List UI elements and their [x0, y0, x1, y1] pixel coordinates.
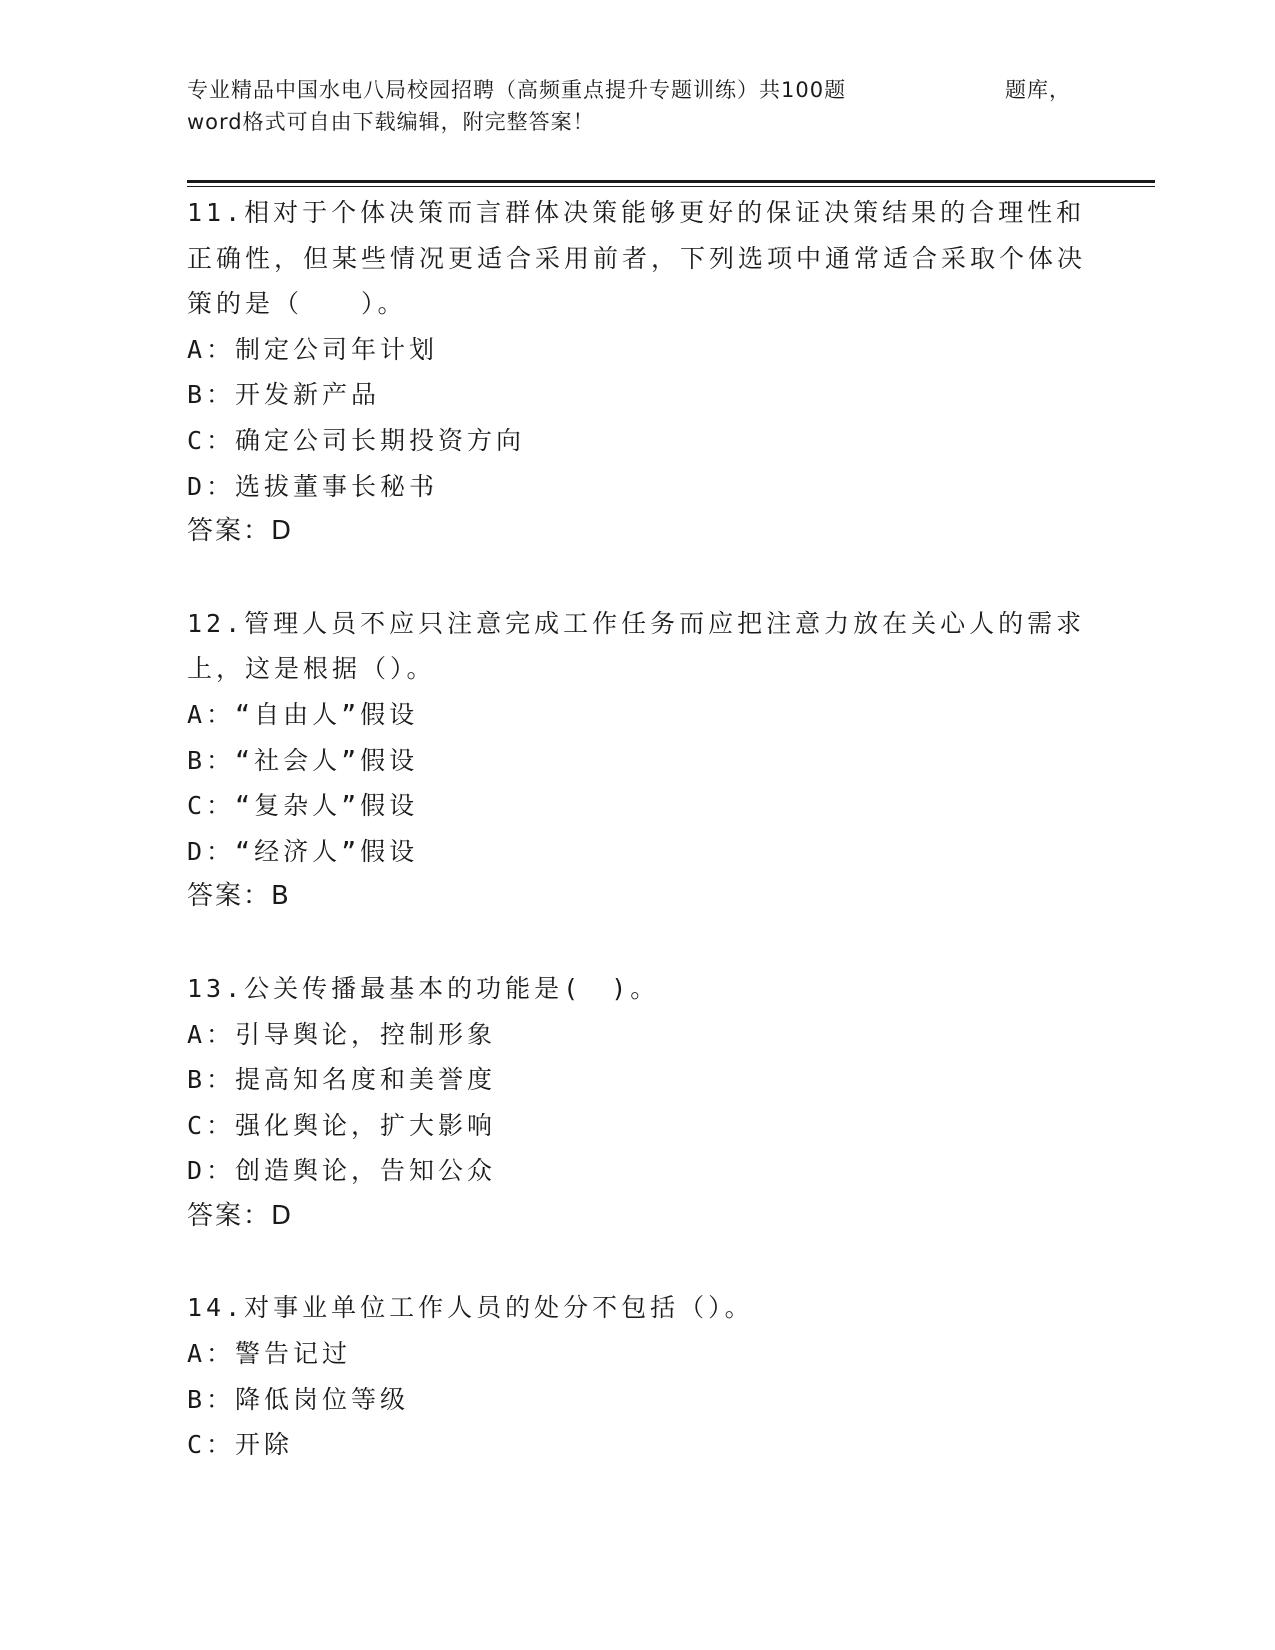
header-divider-thick: [187, 180, 1155, 183]
header-divider-thin: [187, 186, 1155, 187]
page-header: [187, 74, 1087, 138]
question-14: [187, 1285, 1087, 1467]
option-b: B：降低岗位等级: [187, 1384, 410, 1414]
question-13: [187, 966, 1087, 1240]
option-d: D：创造舆论，告知公众: [187, 1156, 497, 1186]
answer: 答案：D: [187, 516, 294, 547]
option-d: D：“经济人”假设: [187, 836, 419, 866]
option-a: A：制定公司年计划: [187, 334, 439, 364]
option-c: C：确定公司长期投资方向: [187, 425, 526, 455]
option-a: A：引导舆论，控制形象: [187, 1019, 497, 1049]
option-c: C：开除: [187, 1430, 294, 1460]
header-title: 专业精品中国水电八局校园招聘（高频重点提升专题训练）共100题: [187, 78, 847, 102]
option-b: B：“社会人”假设: [187, 745, 419, 775]
header-title-suffix: 题库，: [1005, 78, 1071, 102]
question-text: 12.管理人员不应只注意完成工作任务而应把注意力放在关心人的需求上，这是根据（）。: [187, 608, 1086, 684]
question-text: 13.公关传播最基本的功能是( )。: [187, 973, 660, 1003]
question-list: [187, 190, 1087, 1514]
option-b: B：提高知名度和美誉度: [187, 1065, 497, 1095]
option-a: A：“自由人”假设: [187, 699, 419, 729]
question-text: 11.相对于个体决策而言群体决策能够更好的保证决策结果的合理性和正确性，但某些情况更适合采用前者，下列选项中通常适合采取个体决策的是（ ）。: [187, 198, 1087, 319]
question-text: 14.对事业单位工作人员的处分不包括（）。: [187, 1293, 754, 1323]
question-11: [187, 190, 1087, 555]
option-d: D：选拔董事长秘书: [187, 471, 439, 501]
option-b: B：开发新产品: [187, 380, 381, 410]
option-c: C：强化舆论，扩大影响: [187, 1110, 497, 1140]
answer: 答案：B: [187, 881, 291, 912]
option-c: C：“复杂人”假设: [187, 791, 419, 821]
answer: 答案：D: [187, 1200, 294, 1231]
option-a: A：警告记过: [187, 1339, 352, 1369]
question-12: [187, 601, 1087, 920]
header-subtitle: word格式可自由下载编辑，附完整答案！: [187, 110, 595, 134]
